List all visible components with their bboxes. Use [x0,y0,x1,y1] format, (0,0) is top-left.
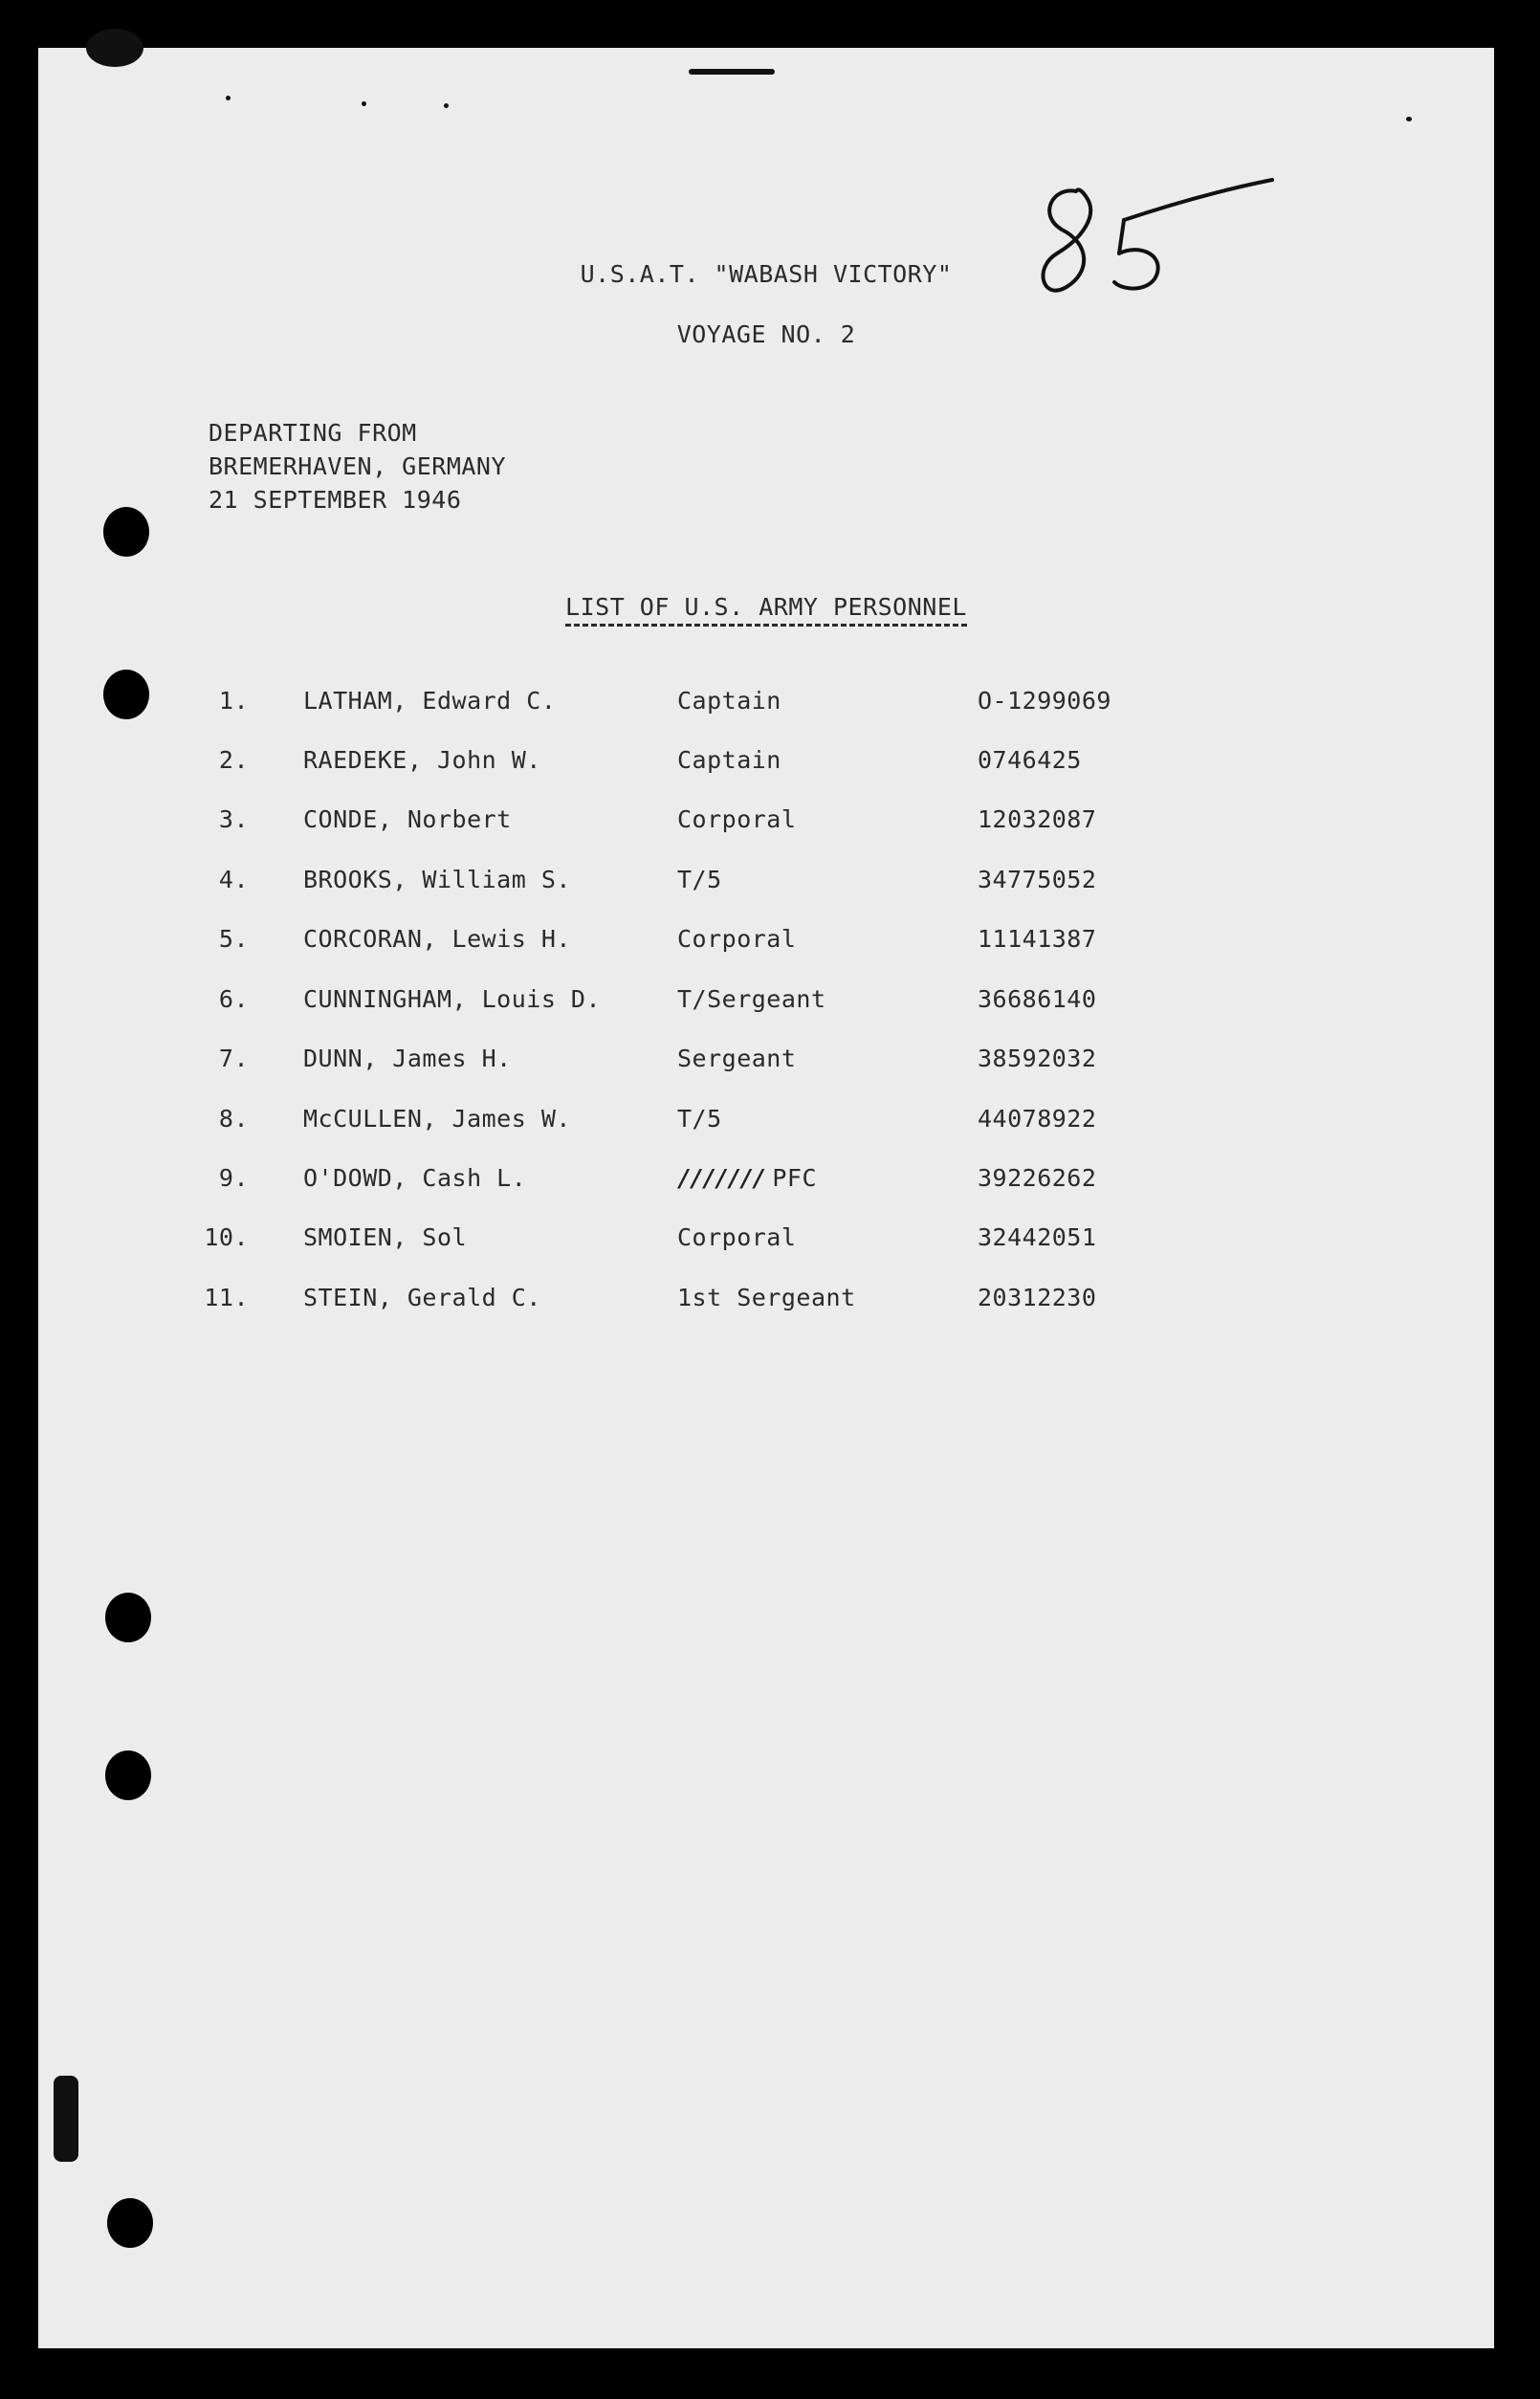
scan-speck [86,29,143,67]
departure-line: DEPARTING FROM [209,419,417,447]
table-row [38,1223,1494,1262]
serial-number: 34775052 [978,866,1097,893]
table-row [38,985,1494,1023]
scan-speck [54,2076,78,2162]
departure-block [209,416,506,517]
scan-speck [689,69,775,75]
person-rank: Captain [677,746,781,774]
person-name: O'DOWD, Cash L. [303,1164,527,1192]
table-row [38,866,1494,904]
rank-correction: PFC [772,1164,818,1192]
person-rank: T/5 [677,866,722,893]
table-row [38,687,1494,725]
table-row [38,1284,1494,1322]
document-page [38,48,1494,2348]
person-name: LATHAM, Edward C. [303,687,557,715]
person-rank: 1st Sergeant [677,1284,856,1311]
serial-number: O-1299069 [978,687,1111,715]
table-row [38,1045,1494,1083]
row-number: 11. [204,1284,249,1311]
serial-number: 39226262 [978,1164,1097,1192]
person-name: STEIN, Gerald C. [303,1284,541,1311]
person-name: SMOIEN, Sol [303,1223,468,1251]
person-name: CUNNINGHAM, Louis D. [303,985,602,1013]
punch-hole [103,507,149,557]
scan-speck [444,103,449,108]
scan-speck [1406,117,1412,121]
person-rank: Captain [677,687,781,715]
departure-date: 21 SEPTEMBER 1946 [209,486,462,514]
punch-hole [105,1593,151,1642]
serial-number: 44078922 [978,1105,1097,1133]
person-name: RAEDEKE, John W. [303,746,541,774]
punch-hole [105,1750,151,1800]
table-row [38,1164,1494,1202]
serial-number: 11141387 [978,925,1097,953]
struck-out-rank: /////// [677,1164,765,1192]
row-number: 4. [218,866,249,893]
serial-number: 32442051 [978,1223,1097,1251]
table-row [38,925,1494,963]
row-number: 9. [218,1164,249,1192]
row-number: 3. [218,805,249,833]
person-name: CORCORAN, Lewis H. [303,925,571,953]
ship-title: U.S.A.T. "WABASH VICTORY" [580,260,953,288]
row-number: 7. [218,1045,249,1072]
table-row [38,805,1494,844]
row-number: 8. [218,1105,249,1133]
person-rank: Corporal [677,805,797,833]
serial-number: 20312230 [978,1284,1097,1311]
person-rank: Corporal [677,925,797,953]
person-name: BROOKS, William S. [303,866,571,893]
scan-speck [226,96,231,100]
person-rank: Sergeant [677,1045,797,1072]
person-rank [677,1164,817,1192]
person-rank: T/5 [677,1105,722,1133]
row-number: 2. [218,746,249,774]
serial-number: 38592032 [978,1045,1097,1072]
punch-hole [107,2198,153,2248]
row-number: 10. [204,1223,249,1251]
table-row [38,746,1494,784]
voyage-number: VOYAGE NO. 2 [676,320,856,348]
list-title [38,593,1494,627]
table-row [38,1105,1494,1143]
serial-number: 36686140 [978,985,1097,1013]
scan-speck [362,101,366,106]
list-title-text: LIST OF U.S. ARMY PERSONNEL [565,593,967,627]
person-name: McCULLEN, James W. [303,1105,571,1133]
serial-number: 12032087 [978,805,1097,833]
row-number: 5. [218,925,249,953]
person-name: DUNN, James H. [303,1045,512,1072]
row-number: 6. [218,985,249,1013]
person-rank: T/Sergeant [677,985,826,1013]
row-number: 1. [218,687,249,715]
serial-number: 0746425 [978,746,1082,774]
person-name: CONDE, Norbert [303,805,512,833]
person-rank: Corporal [677,1223,797,1251]
departure-port: BREMERHAVEN, GERMANY [209,452,507,480]
